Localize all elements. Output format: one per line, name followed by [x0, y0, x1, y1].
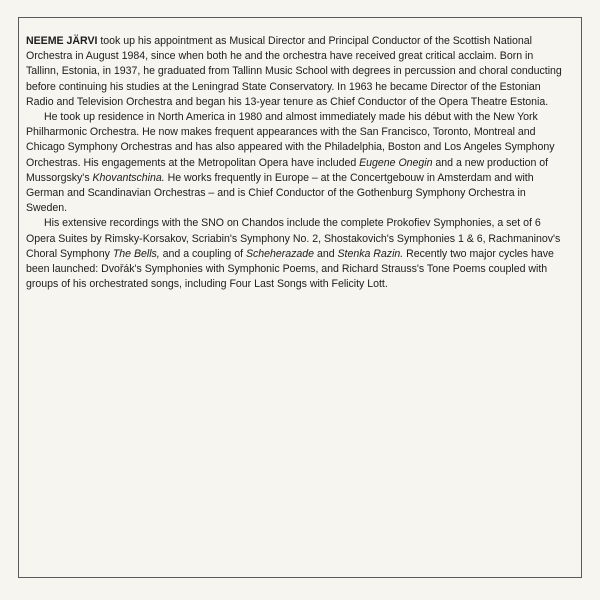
work-title-scheherazade: Scheherazade — [245, 247, 315, 260]
paragraph-2-text-c: He works frequently in Europe – at the Concertgebouw in Amsterdam and with German and Scandinavian Orchestras – and is Chief Conductor of the Gothenburg Symphony Orchestra in Sweden. — [26, 171, 534, 215]
paragraph-3-text-a: His extensive recordings with the SNO on Chandos include the complete Prokofiev Symphonies, a set of 6 Opera Suites by Rimsky-Korsakov, Scriabin's Symphony No. 2, Shostakovich's Symphonies 1 & 6, Rachmaninov's Choral Symphony — [26, 217, 561, 260]
paragraph-3-text-b: and a coupling of — [159, 247, 246, 260]
opera-title-eugene-onegin: Eugene Onegin — [359, 156, 433, 169]
conductor-name: NEEME JÄRVI — [26, 35, 98, 47]
paragraph-1-text: took up his appointment as Musical Director and Principal Conductor of the Scottish National Orchestra in August 1984, since when both he and the orchestra have received great critical acclaim. Born in Tallinn, Estonia, in 1937, he graduated from Tallinn Music School with degrees in percussion and choral conducting before continuing his studies at the Leningrad State Conservatory. In 1963 he became Director of the Estonian Radio and Television Orchestra and began his 13-year tenure as Chief Conductor of the Opera Theatre Estonia. — [26, 35, 562, 108]
paragraph-2-text-a: He took up residence in North America in 1980 and almost immediately made his début with the New York Philharmonic Orchestra. He now makes frequent appearances with the San Francisco, Toronto, Montreal and Chicago Symphony Orchestras and has also appeared with the Philadelphia, Boston and Los Angeles Symphony Orchestras. His engagements at the Metropolitan Opera have included — [26, 111, 555, 169]
paragraph-3-text-c: and — [314, 247, 338, 260]
paragraph-2-text-b: and a new production of Mussorgsky's — [26, 156, 549, 184]
work-title-stenka-razin: Stenka Razin. — [337, 247, 404, 260]
opera-title-khovantschina: Khovantschina. — [92, 171, 165, 184]
paragraph-1 — [26, 34, 567, 110]
work-title-the-bells: The Bells, — [112, 247, 160, 260]
paragraph-2 — [26, 110, 567, 216]
biography-text — [26, 34, 567, 292]
paragraph-3 — [26, 216, 567, 292]
paragraph-3-text-d: Recently two major cycles have been launched: Dvořák's Symphonies with Symphonic Poems, and Richard Strauss's Tone Poems coupled with groups of his orchestrated songs, including Four Last Songs with Felicity Lott. — [26, 247, 554, 291]
